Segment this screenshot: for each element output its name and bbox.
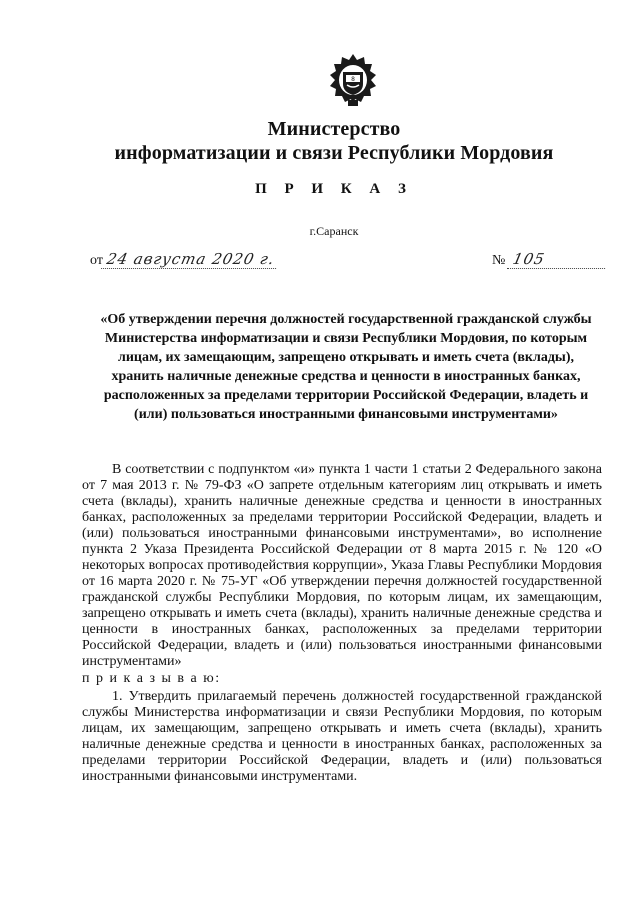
- orders-keyword: п р и к а з ы в а ю:: [82, 671, 221, 686]
- number-prefix: №: [492, 253, 506, 268]
- handwritten-date: 24 августа 2020 г.: [101, 250, 280, 269]
- handwritten-number: 105: [507, 250, 609, 269]
- order-title: «Об утверждении перечня должностей государственной гражданской службы Министерства информатизации и связи Республики Мордовия, по которым лицам, их замещающим, запрещено открывать и иметь счета (вклады), хранить наличные денежные средства и ценности в иностранных банках, расположенных за пределами территории Российской Федерации, владеть и (или) пользоваться иностранными финансовыми инструментами»: [100, 312, 592, 422]
- order-item-1: 1. Утвердить прилагаемый перечень должностей государственной гражданской службы Министерства информатизации и связи Республики Мордовия, по которым лицам, их замещающим, запрещено открывать и иметь счета (вклады), хранить наличные денежные средства и ценности в иностранных банках, расположенных за пределами территории Российской Федерации, владеть и (или) пользоваться иностранными финансовыми инструментами.: [82, 689, 602, 784]
- ministry-name-line-1: Министерство: [267, 118, 401, 140]
- svg-text:8: 8: [351, 76, 355, 83]
- city-label: г.Саранск: [309, 224, 359, 238]
- date-line: [90, 250, 278, 269]
- document-type: П Р И К А З: [255, 181, 413, 197]
- preamble-paragraph: В соответствии с подпунктом «и» пункта 1 части 1 статьи 2 Федерального закона от 7 мая 2013 г. № 79-ФЗ «О запрете отдельным категориям лиц открывать и иметь счета (вклады), хранить наличные денежные средства и ценности в иностранных банках, расположенных за пределами территории Российской Федерации, владеть и (или) пользоваться иностранными финансовыми инструментами», во исполнение пункта 2 Указа Президента Российской Федерации от 8 марта 2015 г. № 120 «О некоторых вопросах противодействия коррупции», Указа Главы Республики Мордовия от 16 марта 2020 г. № 75-УГ «Об утверждении перечня должностей государственной гражданской службы Республики Мордовия, по которым лицам, их замещающим, запрещено открывать и иметь счета (вклады), хранить наличные денежные средства и ценности в иностранных банках, расположенных за пределами территории Российской Федерации, владеть и (или) пользоваться иностранными финансовыми инструментами»: [82, 462, 602, 669]
- order-body: [82, 462, 602, 785]
- date-prefix: от: [90, 253, 103, 268]
- mordovia-coat-of-arms-icon: [326, 52, 380, 110]
- number-line: [492, 250, 607, 269]
- ministry-name-line-2: информатизации и связи Республики Мордовия: [114, 142, 554, 164]
